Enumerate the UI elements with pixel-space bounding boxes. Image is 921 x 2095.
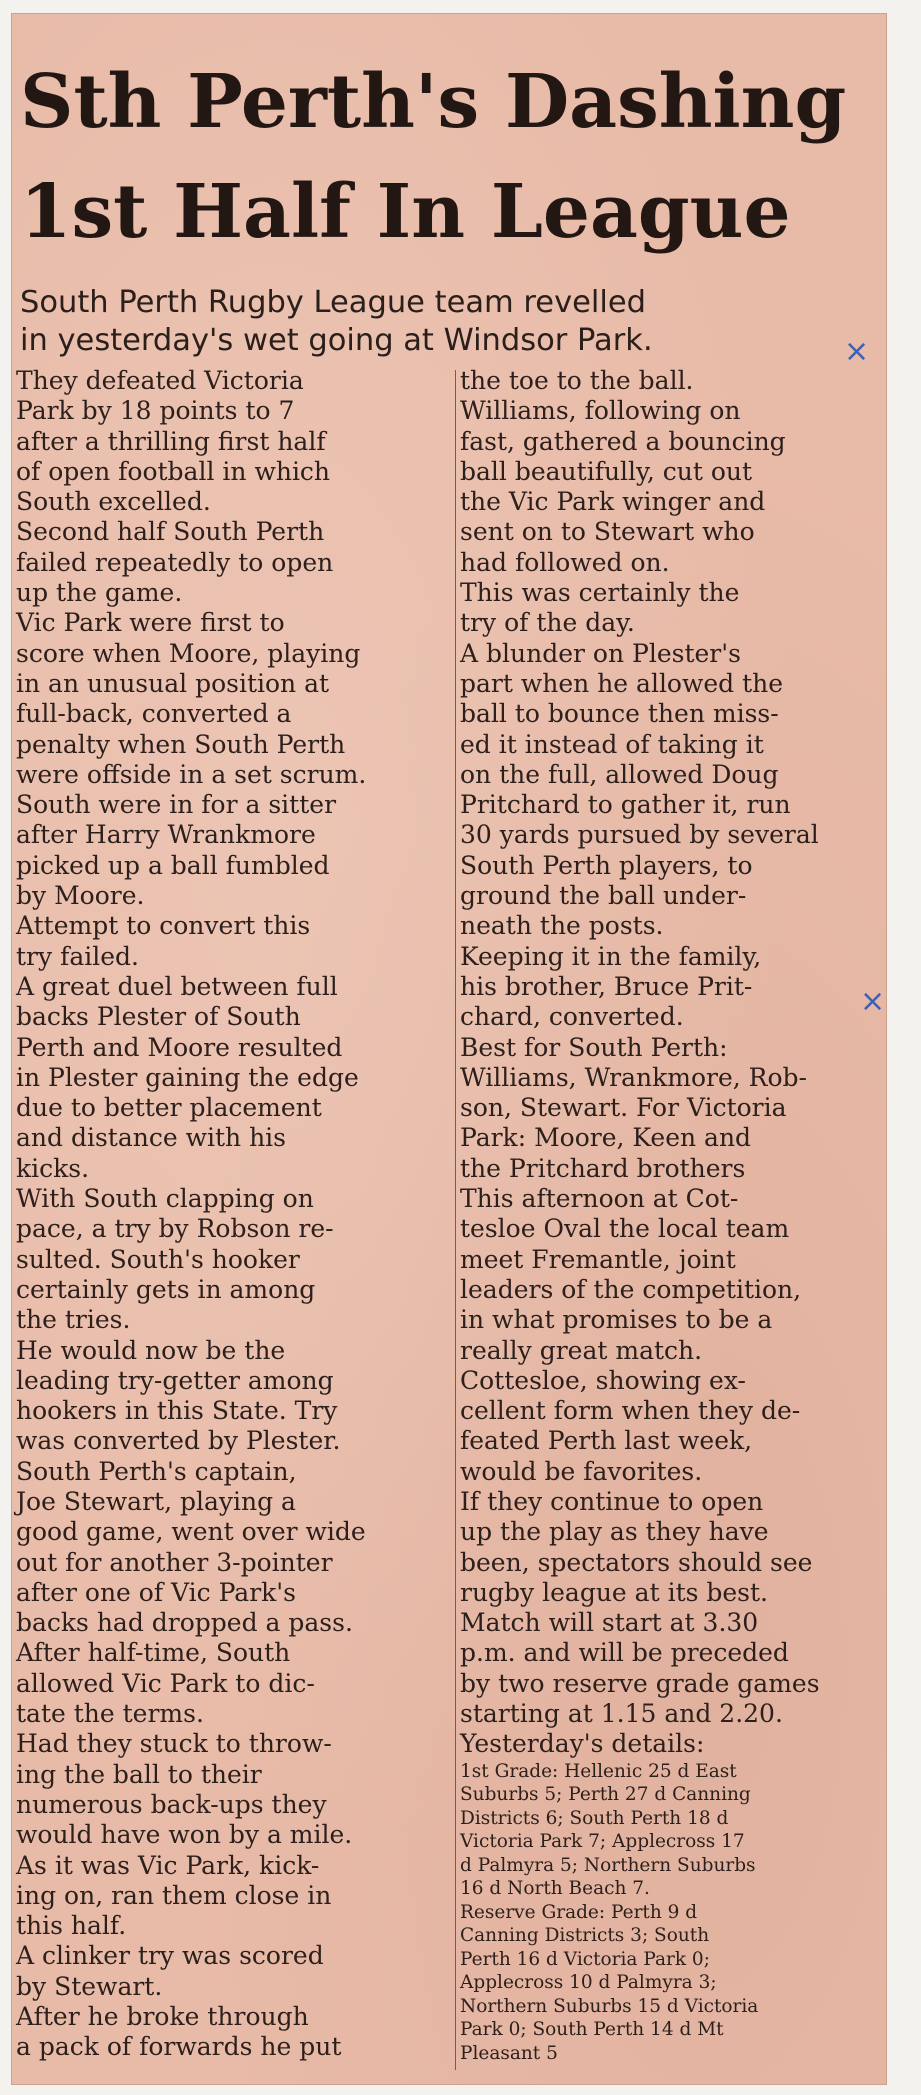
article-line: This afternoon at Cot- (460, 1184, 739, 1214)
article-line: score when Moore, playing (16, 638, 361, 668)
article-line: the tries. (16, 1305, 131, 1335)
article-line: backs had dropped a pass. (16, 1608, 353, 1638)
article-line: been, spectators should see (460, 1547, 813, 1577)
article-line: Northern Suburbs 15 d Victoria (460, 1995, 759, 2017)
article-line: starting at 1.15 and 2.20. (460, 1699, 783, 1729)
article-line: would have won by a mile. (16, 1820, 353, 1850)
article-line: allowed Vic Park to dic- (16, 1668, 315, 1698)
left-column (16, 366, 452, 2063)
newspaper-clipping (12, 14, 886, 2084)
article-line: certainly gets in among (16, 1274, 316, 1304)
article-line: in Plester gaining the edge (16, 1062, 359, 1092)
article-line: This was certainly the (460, 578, 740, 608)
article-line: Best for South Perth: (460, 1032, 728, 1062)
article-line: in an unusual position at (16, 668, 330, 698)
article-line: try of the day. (460, 608, 635, 638)
article-line: ing on, ran them close in (16, 1880, 332, 1910)
article-line: feated Perth last week, (460, 1426, 753, 1456)
article-line: 16 d North Beach 7. (460, 1878, 650, 1900)
article-line: Second half South Perth (16, 517, 325, 547)
article-line: in what promises to be a (460, 1305, 773, 1335)
article-line: Perth 16 d Victoria Park 0; (460, 1948, 710, 1970)
right-column (460, 366, 896, 2065)
article-line: a pack of forwards he put (16, 2032, 342, 2062)
article-line: Reserve Grade: Perth 9 d (460, 1901, 698, 1923)
article-line: A clinker try was scored (16, 1941, 324, 1971)
column-rule (455, 370, 456, 2070)
article-line: Williams, Wrankmore, Rob- (460, 1062, 807, 1092)
article-line: backs Plester of South (16, 1002, 301, 1032)
article-line: He would now be the (16, 1335, 286, 1365)
article-line: A great duel between full (16, 971, 338, 1001)
article-line: If they continue to open (460, 1486, 764, 1516)
article-line: South were in for a sitter (16, 790, 337, 820)
article-line: Park by 18 points to 7 (16, 396, 295, 426)
article-line: after Harry Wrankmore (16, 820, 316, 850)
article-line: part when he allowed the (460, 668, 784, 698)
headline-line-2: 1st Half In League (20, 169, 791, 255)
article-line: rugby league at its best. (460, 1577, 769, 1607)
article-line: ground the ball under- (460, 881, 747, 911)
article-line: tesloe Oval the local team (460, 1214, 790, 1244)
article-line: Pritchard to gather it, run (460, 790, 791, 820)
article-line: d Palmyra 5; Northern Suburbs (460, 1854, 756, 1876)
article-deck (20, 284, 880, 360)
article-line: Pleasant 5 (460, 2042, 558, 2064)
article-line: Yesterday's details: (460, 1729, 705, 1759)
article-line: 30 yards pursued by several (460, 820, 819, 850)
article-line: meet Fremantle, joint (460, 1244, 736, 1274)
article-line: would be favorites. (460, 1456, 703, 1486)
article-line: South Perth players, to (460, 850, 753, 880)
article-line: good game, went over wide (16, 1517, 366, 1547)
article-line: Williams, following on (460, 396, 741, 426)
article-line: sulted. South's hooker (16, 1244, 300, 1274)
article-line: of open football in which (16, 456, 331, 486)
article-line: picked up a ball fumbled (16, 850, 330, 880)
headline-line-1: Sth Perth's Dashing (20, 59, 847, 145)
article-line: failed repeatedly to open (16, 547, 334, 577)
article-line: up the game. (16, 578, 183, 608)
article-line: Attempt to convert this (16, 911, 311, 941)
article-line: Suburbs 5; Perth 27 d Canning (460, 1784, 751, 1806)
article-line: As it was Vic Park, kick- (16, 1850, 320, 1880)
article-line: numerous back-ups they (16, 1789, 327, 1819)
article-line: after one of Vic Park's (16, 1577, 297, 1607)
article-line: full-back, converted a (16, 699, 292, 729)
article-line: try failed. (16, 941, 139, 971)
article-line: Park: Moore, Keen and (460, 1123, 752, 1153)
article-line: Joe Stewart, playing a (16, 1486, 296, 1516)
article-line: and distance with his (16, 1123, 286, 1153)
article-line: kicks. (16, 1153, 90, 1183)
article-line: by Moore. (16, 881, 145, 911)
deck-line-1: South Perth Rugby League team revelled (20, 285, 646, 320)
article-line: the Pritchard brothers (460, 1153, 746, 1183)
article-line: pace, a try by Robson re- (16, 1214, 334, 1244)
article-line: leaders of the competition, (460, 1274, 802, 1304)
article-line: the toe to the ball. (460, 366, 694, 395)
article-line: ed it instead of taking it (460, 729, 764, 759)
article-line: South excelled. (16, 487, 211, 517)
pen-mark-1: × (844, 334, 870, 369)
article-line: After he broke through (16, 2002, 309, 2032)
article-line: hookers in this State. Try (16, 1396, 338, 1426)
article-line: Perth and Moore resulted (16, 1032, 343, 1062)
article-line: this half. (16, 1911, 127, 1941)
article-line: ball to bounce then miss- (460, 699, 779, 729)
article-line: Keeping it in the family, (460, 941, 762, 971)
article-line: Match will start at 3.30 (460, 1608, 759, 1638)
article-line: by two reserve grade games (460, 1668, 820, 1698)
article-line: Had they stuck to throw- (16, 1729, 332, 1759)
article-line: ing the ball to their (16, 1759, 262, 1789)
article-line: was converted by Plester. (16, 1426, 341, 1456)
article-line: Canning Districts 3; South (460, 1925, 710, 1947)
article-line: Applecross 10 d Palmyra 3; (460, 1972, 717, 1994)
article-line: sent on to Stewart who (460, 517, 755, 547)
article-line: p.m. and will be preceded (460, 1638, 789, 1668)
article-line: neath the posts. (460, 911, 664, 941)
article-line: 1st Grade: Hellenic 25 d East (460, 1760, 737, 1782)
article-line: due to better placement (16, 1093, 322, 1123)
article-line: cellent form when they de- (460, 1396, 801, 1426)
article-line: son, Stewart. For Victoria (460, 1093, 787, 1123)
article-line: really great match. (460, 1335, 703, 1365)
article-line: the Vic Park winger and (460, 487, 766, 517)
article-line: chard, converted. (460, 1002, 684, 1032)
article-line: tate the terms. (16, 1699, 204, 1729)
article-line: South Perth's captain, (16, 1456, 297, 1486)
article-line: penalty when South Perth (16, 729, 346, 759)
article-line: after a thrilling first half (16, 426, 326, 456)
article-line: Districts 6; South Perth 18 d (460, 1807, 729, 1829)
article-line: fast, gathered a bouncing (460, 426, 786, 456)
article-line: With South clapping on (16, 1184, 314, 1214)
article-line: ball beautifully, cut out (460, 456, 753, 486)
article-line: his brother, Bruce Prit- (460, 971, 753, 1001)
article-line: Cottesloe, showing ex- (460, 1365, 746, 1395)
article-line: by Stewart. (16, 1971, 163, 2001)
article-line: were offside in a set scrum. (16, 759, 367, 789)
article-line: on the full, allowed Doug (460, 759, 779, 789)
pen-mark-2: × (860, 984, 886, 1019)
article-line: leading try-getter among (16, 1365, 334, 1395)
article-line: Victoria Park 7; Applecross 17 (460, 1831, 745, 1853)
article-line: Vic Park were first to (16, 608, 285, 638)
deck-line-2: in yesterday's wet going at Windsor Park. (20, 323, 653, 358)
article-line: up the play as they have (460, 1517, 769, 1547)
article-line: had followed on. (460, 547, 670, 577)
article-line: Park 0; South Perth 14 d Mt (460, 2019, 724, 2041)
article-line: out for another 3-pointer (16, 1547, 333, 1577)
article-line: They defeated Victoria (16, 366, 304, 395)
article-line: After half-time, South (16, 1638, 291, 1668)
article-line: A blunder on Plester's (460, 638, 741, 668)
